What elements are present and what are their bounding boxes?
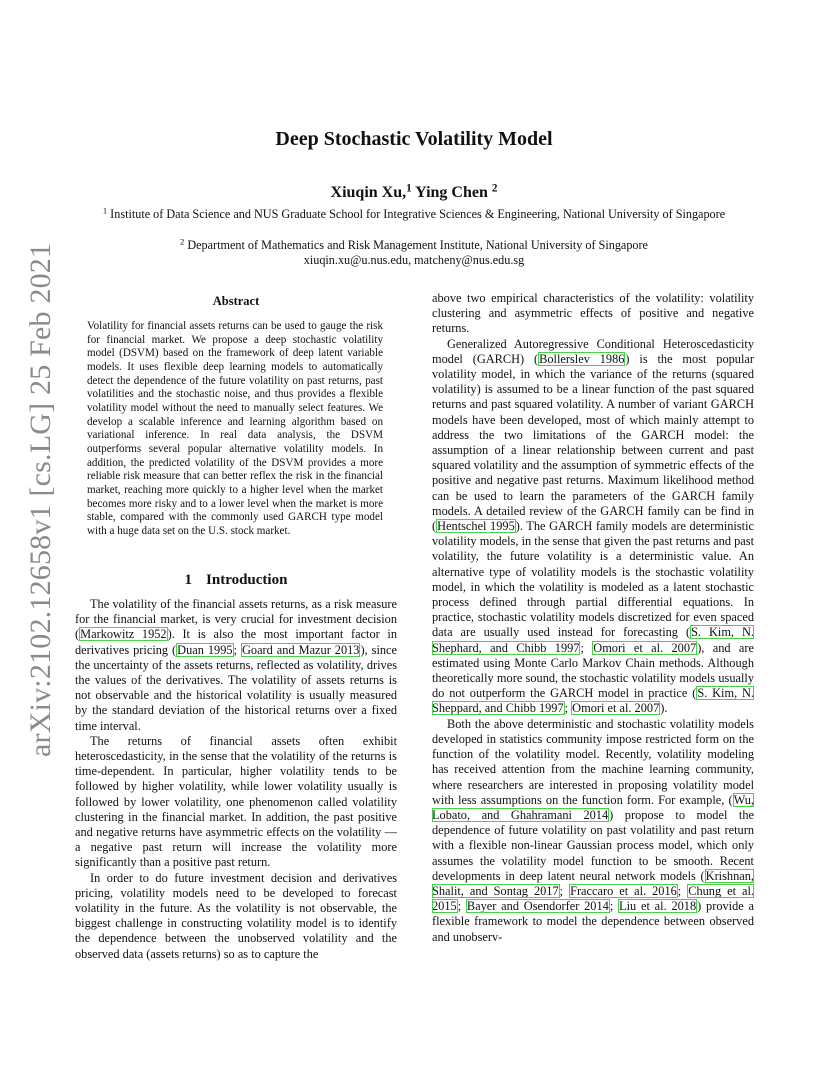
author-1-name: Xiuqin Xu,: [330, 184, 407, 201]
affiliation-2: [100, 237, 728, 253]
text-run: ).: [660, 701, 668, 716]
author-emails: xiuqin.xu@u.nus.edu, matcheny@nus.edu.sg: [303, 253, 525, 267]
author-1-marker: 1: [406, 182, 412, 195]
citation-link[interactable]: Krishnan, Shalit, and Sontag 2017: [432, 868, 754, 898]
intro-paragraph-3-continued: above two empirical characteristics of the volatility: volatility clustering and asymmetric effects of positive and negative returns.: [432, 291, 754, 336]
intro-paragraph-3: In order to do future investment decision and derivatives pricing, volatility models need to be developed to forecast volatility in the future. As the volatility is not observable, the biggest challenge in constructing volatility model is to identify the dependence between the unobserved volatility and the observed data (assets returns) so as to capture the: [75, 870, 397, 961]
citation-link[interactable]: Hentschel 1995: [437, 519, 515, 534]
text-run: The volatility of the financial assets returns, as a risk measure for the financial market, is very crucial for investment decision (: [75, 597, 397, 642]
text-run: ) provide a flexible framework to model the dependence between observed and unobserv-: [432, 899, 755, 944]
section-number: 1: [184, 572, 193, 588]
text-run: ). It is also the most important factor in derivatives pricing (: [75, 627, 397, 657]
citation-link[interactable]: S. Kim, N. Shephard, and Chibb 1997: [432, 625, 754, 655]
text-run: ;: [233, 642, 241, 657]
citation-link[interactable]: Omori et al. 2007: [593, 640, 697, 655]
citation-link[interactable]: Goard and Mazur 2013: [241, 642, 360, 657]
citation-link[interactable]: Bayer and Osendorfer 2014: [466, 899, 609, 914]
affiliation-1-text: Institute of Data Science and NUS Graduate School for Integrative Sciences & Engineering, National University of Singapore: [110, 207, 726, 221]
intro-paragraph-4: [432, 337, 754, 717]
text-run: Both the above deterministic and stochastic volatility models developed in statistics community impose restricted form on the function of the volatility model. Recently, volatility modeling has received attention from the machine learning community, where researchers are interested in proposing volatility model with less assumptions on the function form. For example, (: [432, 716, 754, 807]
affiliation-2-marker: 2: [180, 236, 185, 247]
text-run: ;: [457, 899, 466, 914]
citation-link[interactable]: Wu, Lobato, and Ghahramani 2014: [432, 792, 754, 822]
text-run: ). The GARCH family models are deterministic volatility models, in the sense that given the past returns and past volatility, the future volatility is a deterministic value. An alternative type of volatility models is the stochastic volatility model, in which the volatility is modeled as a latent stochastic process defined through partial differential equations. In practice, stochastic volatility models discretized for even spaced data are usually used instead for forecasting (: [432, 519, 754, 640]
right-column: [432, 291, 754, 945]
text-run: ;: [677, 883, 688, 898]
affiliation-2-text: Department of Mathematics and Risk Management Institute, National University of Singapore: [187, 238, 648, 252]
citation-link[interactable]: Chung et al. 2015: [432, 883, 755, 914]
abstract-body: Volatility for financial assets returns can be used to gauge the risk for financial market. We propose a deep stochastic volatility model (DSVM) based on the framework of deep latent variable models. It uses flexible deep learning models to automatically detect the dependence of the future volatility on past returns, past volatilities and the stochastic noise, and thus provides a flexible volatility model without the need to manually select features. We develop a scalable inference and learning algorithm based on variational inference. In real data analysis, the DSVM outperforms several popular alternative volatility models. In addition, the predicted volatility of the DSVM provides a more reliable risk measure that can better reflex the risk in the financial market, reaching more quickly to a higher level when the market becomes more risky and to a lower level when the market is more stable, compared with the commonly used GARCH type model with a huge data set on the U.S. stock market.: [87, 320, 383, 537]
arxiv-identifier: arXiv:2102.12658v1 [cs.LG] 25 Feb 2021: [24, 242, 57, 757]
citation-link[interactable]: S. Kim, N. Sheppard, and Chibb 1997: [432, 686, 755, 716]
author-2-name: Ying Chen: [415, 184, 488, 201]
text-run: ;: [564, 701, 572, 716]
text-run: ), and are estimated using Monte Carlo Markov Chain methods. Although theoretically more sound, the stochastic volatility models usually do not outperform the GARCH model in practice (: [432, 640, 754, 701]
author-2-marker: 2: [491, 182, 498, 195]
paper-title: Deep Stochastic Volatility Model: [275, 128, 553, 150]
text-run: ;: [559, 883, 570, 898]
citation-link[interactable]: Markowitz 1952: [80, 627, 167, 642]
intro-paragraph-2: The returns of financial assets often exhibit heteroscedasticity, in the sense that the volatility of the returns is time-dependent. In particular, higher volatility tends to be followed by higher volatility, while lower volatility usually is followed by lower volatility, one phenomenon called volatility clustering in the financial market. In addition, the past positive and negative returns have asymmetric effects on the volatility — a negative past return will increase the volatility more significantly than a positive past return.: [75, 733, 397, 870]
abstract-heading: Abstract: [212, 294, 260, 308]
citation-link[interactable]: Fraccaro et al. 2016: [570, 883, 677, 898]
citation-link[interactable]: Liu et al. 2018: [619, 899, 697, 914]
citation-link[interactable]: Omori et al. 2007: [572, 701, 660, 716]
text-run: ) is the most popular volatility model, in which the variance of the returns (squared volatility) is assumed to be a linear function of the past squared returns and past squared volatility. A number of variant GARCH models have been developed, most of which mainly attempt to address the two limitations of the GARCH model: the assumption of a linear relationship between current and past squared volatility and the assumption of symmetric effects of the positive and negative past returns. Maximum likelihood method can be used to learn the parameters of the GARCH family models. A detailed review of the GARCH family can be find in (: [432, 351, 755, 534]
citation-link[interactable]: Duan 1995: [177, 642, 233, 657]
intro-paragraph-1: [75, 597, 397, 734]
section-heading-introduction: [75, 572, 397, 589]
affiliation-1-marker: 1: [102, 205, 108, 216]
section-title: Introduction: [206, 572, 288, 588]
intro-paragraph-5: [432, 717, 754, 945]
text-run: ) propose to model the dependence of future volatility on past volatility and past return with a flexible non-linear Gaussian process model, which only assumes the volatility model function to be smooth. Recent developments in deep latent neural network models (: [432, 807, 754, 883]
citation-link[interactable]: Bollerslev 1986: [539, 351, 625, 366]
text-run: Generalized Autoregressive Conditional Heteroscedasticity model (GARCH) (: [432, 336, 754, 366]
text-run: ;: [580, 640, 593, 655]
text-run: ), since the uncertainty of the assets returns, reflected as volatility, drives the values of the derivatives. The volatility of assets returns is not observable and the historical volatility is usually measured by the standard deviation of the historical returns over a fixed time interval.: [75, 642, 397, 733]
left-column: [75, 597, 397, 962]
author-line: [0, 184, 828, 202]
text-run: ;: [609, 899, 619, 914]
affiliation-1: [100, 206, 728, 222]
